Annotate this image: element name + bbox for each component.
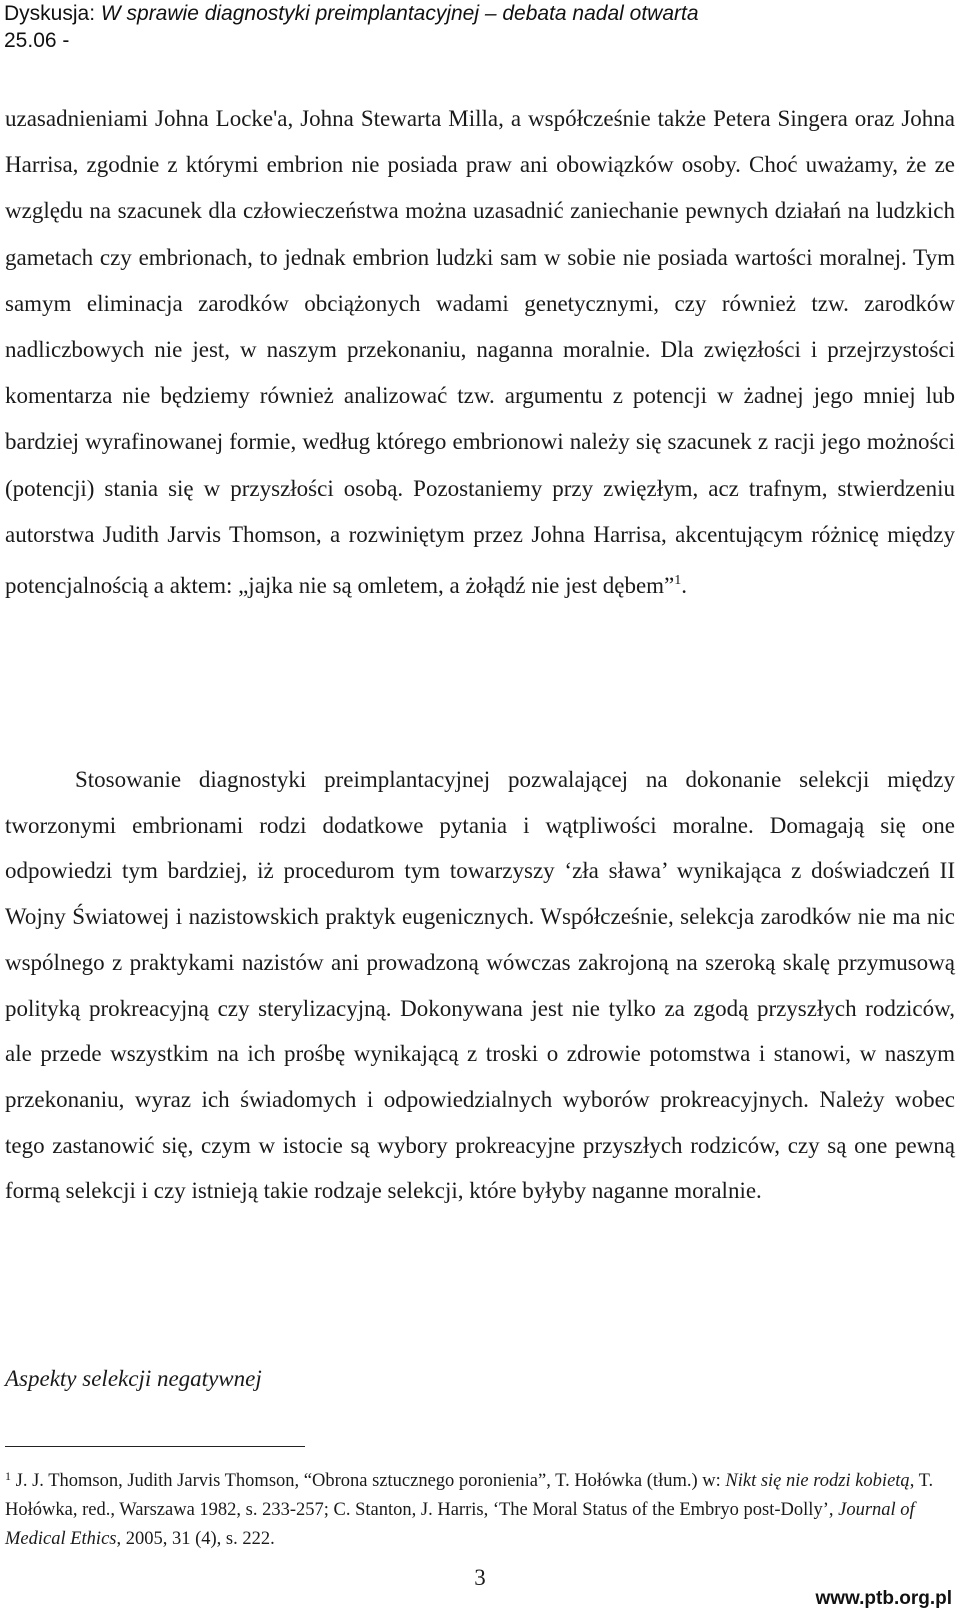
paragraph-1-text: uzasadnieniami Johna Locke'a, Johna Stewarta Milla, a współcześnie także Petera Singera oraz Johna Harrisa, zgodnie z którymi embrion nie posiada praw ani obowiązków osoby. Choć uważamy, że ze względu na szacunek dla człowieczeństwa można uzasadnić zaniechanie pewnych działań na ludzkich gametach czy embrionach, to jednak embrion ludzki sam w sobie nie posiada wartości moralnej. Tym samym eliminacja zarodków obciążonych wadami genetycznymi, czy również tzw. zarodków nadliczbowych nie jest, w naszym przekonaniu, naganna moralnie. Dla zwięzłości i przejrzystości komentarza nie będziemy również analizować tzw. argumentu z potencji w żadnej jego mniej lub bardziej wyrafinowanej formie, według którego embrionowi należy się szacunek z racji jego możności (potencji) stania się w przyszłości osobą. Pozostaniemy przy zwięzłym, acz trafnym, stwierdzeniu autorstwa Judith Jarvis Thomson, a rozwiniętym przez Johna Harrisa, akcentującym różnicę między potencjalnością a aktem: „jajka nie są omletem, a żołądź nie jest dębem”: [5, 106, 955, 599]
footnote-mark: 1: [5, 1469, 11, 1483]
footnote: [5, 1462, 953, 1554]
footnote-reference[interactable]: 1: [674, 573, 682, 589]
footnote-text-3: , 2005, 31 (4), s. 222.: [116, 1529, 275, 1549]
paragraph-1-end: .: [681, 573, 688, 599]
site-url[interactable]: www.ptb.org.pl: [815, 1588, 952, 1609]
header-title: W sprawie diagnostyki preimplantacyjnej – debata nadal otwarta: [100, 2, 699, 25]
header-date: 25.06 -: [4, 29, 70, 52]
header-prefix: Dyskusja:: [4, 2, 101, 25]
footnote-text-1: J. J. Thomson, Judith Jarvis Thomson, “Obrona sztucznego poronienia”, T. Hołówka (tłum.) w:: [11, 1471, 726, 1491]
footnote-divider: [5, 1446, 305, 1447]
paragraph-2: Stosowanie diagnostyki preimplantacyjnej pozwalającej na dokonanie selekcji między tworzonymi embrionami rodzi dodatkowe pytania i wątpliwości moralne. Domagają się one odpowiedzi tym bardziej, iż procedurom tym towarzyszy ‘zła sława’ wynikająca z doświadczeń II Wojny Światowej i nazistowskich praktyk eugenicznych. Współcześnie, selekcja zarodków nie ma nic wspólnego z praktykami nazistów ani prowadzoną wówczas zakrojoną na szeroką skalę przymusową polityką prokreacyjną czy sterylizacyjną. Dokonywana jest nie tylko za zgodą przyszłych rodziców, ale przede wszystkim na ich prośbę wynikającą z troski o zdrowie potomstwa i stanowi, w naszym przekonaniu, wyraz ich świadomych i odpowiedzialnych wyborów prokreacyjnych. Należy wobec tego zastanowić się, czym w istocie są wybory prokreacyjne przyszłych rodziców, czy są one pewną formą selekcji i czy istnieją takie rodzaje selekcji, które byłyby naganne moralnie.: [5, 767, 955, 1204]
footnote-italic-2: Journal of Medical Ethics: [5, 1500, 915, 1549]
footnote-text-2: , T. Hołówka, red., Warszawa 1982, s. 233-257; C. Stanton, J. Harris, ‘The Moral Status of the Embryo post-Dolly’,: [5, 1471, 934, 1520]
section-heading: Aspekty selekcji negatywnej: [5, 1366, 262, 1391]
footnote-italic-1: Nikt się nie rodzi kobietą: [725, 1471, 910, 1491]
paragraph-1: [5, 96, 955, 609]
page-number: 3: [474, 1565, 486, 1590]
running-header: [4, 0, 944, 54]
